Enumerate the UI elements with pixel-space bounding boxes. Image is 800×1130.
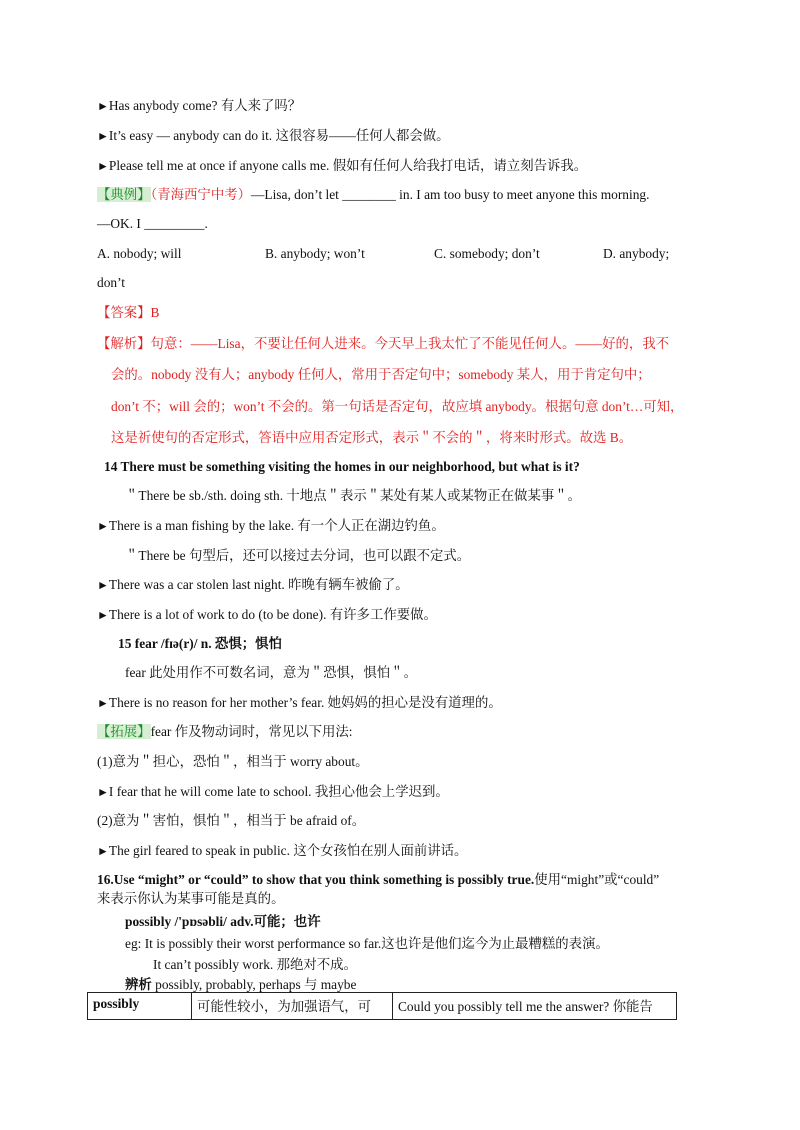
example-answer-line: —OK. I _________. [97,216,208,231]
table-cell-example: Could you possibly tell me the answer? 你能告 [393,993,677,1020]
option-b: B. anybody; won’t [265,246,365,261]
bullet-arrow-icon: ► [97,608,109,622]
example-source: （青海西宁中考） [150,187,251,202]
comparison-table [87,992,677,1020]
explanation-line-4: 这是祈使句的否定形式，答语中应用否定形式，表示＂不会的＂，将来时形式。故选 B。 [111,430,633,445]
example-line-1: ►Has anybody come? 有人来了吗？ [97,98,302,113]
explanation-line-1: 【解析】句意：——Lisa，不要让任何人进来。今天早上我太忙了不能见任何人。——好的，我不 [97,336,670,351]
extension-tag: 【拓展】 [97,724,151,739]
example-14b: ►There is a man fishing by the lake. 有一个人正在湖边钓鱼。 [97,518,445,533]
example-14e: ►There is a lot of work to do (to be done). 有许多工作要做。 [97,607,437,622]
example-question: —Lisa, don’t let ________ in. I am too busy to meet anyone this morning. [251,187,650,202]
extension: 【拓展】fear 作及物动词时，常见以下用法: [97,724,353,739]
heading-15: 15 fear /fɪə(r)/ n. 恐惧；惧怕 [118,636,282,651]
discrimination-label: 辨析 [125,977,152,992]
bullet-arrow-icon: ► [97,844,109,858]
explanation-line-2: 会的。nobody 没有人；anybody 任何人，常用于否定句中；somebody 某人，用于肯定句中； [111,367,651,382]
example-15b: ►There is no reason for her mother’s fear. 她妈妈的担心是没有道理的。 [97,695,502,710]
option-d: D. anybody; [603,246,670,261]
usage-1: (1)意为＂担心，恐怕＂，相当于 worry about。 [97,754,369,769]
heading-16: 16.Use “might” or “could” to show that you think something is possibly true.使用“might”或“could” [97,872,660,887]
example-16b: eg: It is possibly their worst performance so far.这也许是他们迄今为止最糟糕的表演。 [125,936,609,951]
bullet-arrow-icon: ► [97,129,109,143]
note-14a: ＂There be sb./sth. doing sth. 十地点＂表示＂某处有某人或某物正在做某事＂。 [125,488,582,503]
bullet-arrow-icon: ► [97,785,109,799]
bullet-arrow-icon: ► [97,696,109,710]
usage-2: (2)意为＂害怕，惧怕＂，相当于 be afraid of。 [97,813,366,828]
heading-16-continued: 来表示你认为某事可能是真的。 [97,891,285,906]
table-row [88,993,677,1020]
bullet-arrow-icon: ► [97,519,109,533]
discrimination: 辨析 possibly, probably, perhaps 与 maybe [125,977,357,992]
explanation-line-3: don’t 不；will 会的；won’t 不会的。第一句话是否定句，故应填 anybody。根据句意 don’t…可知， [111,399,684,414]
option-a: A. nobody; will [97,246,182,261]
option-d-continued: don’t [97,275,126,290]
table-cell-word: possibly [88,993,192,1020]
typical-example-tag: 【典例】 [97,187,151,202]
answer: 【答案】B [97,305,160,320]
example-16c: It can’t possibly work. 那绝对不成。 [153,957,357,972]
example-line-3: ►Please tell me at once if anyone calls me. 假如有任何人给我打电话，请立刻告诉我。 [97,158,588,173]
bullet-arrow-icon: ► [97,578,109,592]
bullet-arrow-icon: ► [97,99,109,113]
note-15a: fear 此处用作不可数名词，意为＂恐惧，惧怕＂。 [125,665,417,680]
example-15d: ►I fear that he will come late to school. 我担心他会上学迟到。 [97,784,449,799]
note-14c: ＂There be 句型后，还可以接过去分词，也可以跟不定式。 [125,548,471,563]
table-cell-meaning: 可能性较小，为加强语气，可 [192,993,393,1020]
heading-14: 14 There must be something visiting the homes in our neighborhood, but what is it? [104,459,580,474]
word-possibly: possibly /'pɒsəbli/ adv.可能；也许 [125,914,321,929]
example-line-2: ►It’s easy — anybody can do it. 这很容易——任何人都会做。 [97,128,450,143]
typical-example [97,185,649,205]
option-c: C. somebody; don’t [434,246,540,261]
bullet-arrow-icon: ► [97,159,109,173]
example-14d: ►There was a car stolen last night. 昨晚有辆车被偷了。 [97,577,409,592]
example-15f: ►The girl feared to speak in public. 这个女孩怕在别人面前讲话。 [97,843,468,858]
